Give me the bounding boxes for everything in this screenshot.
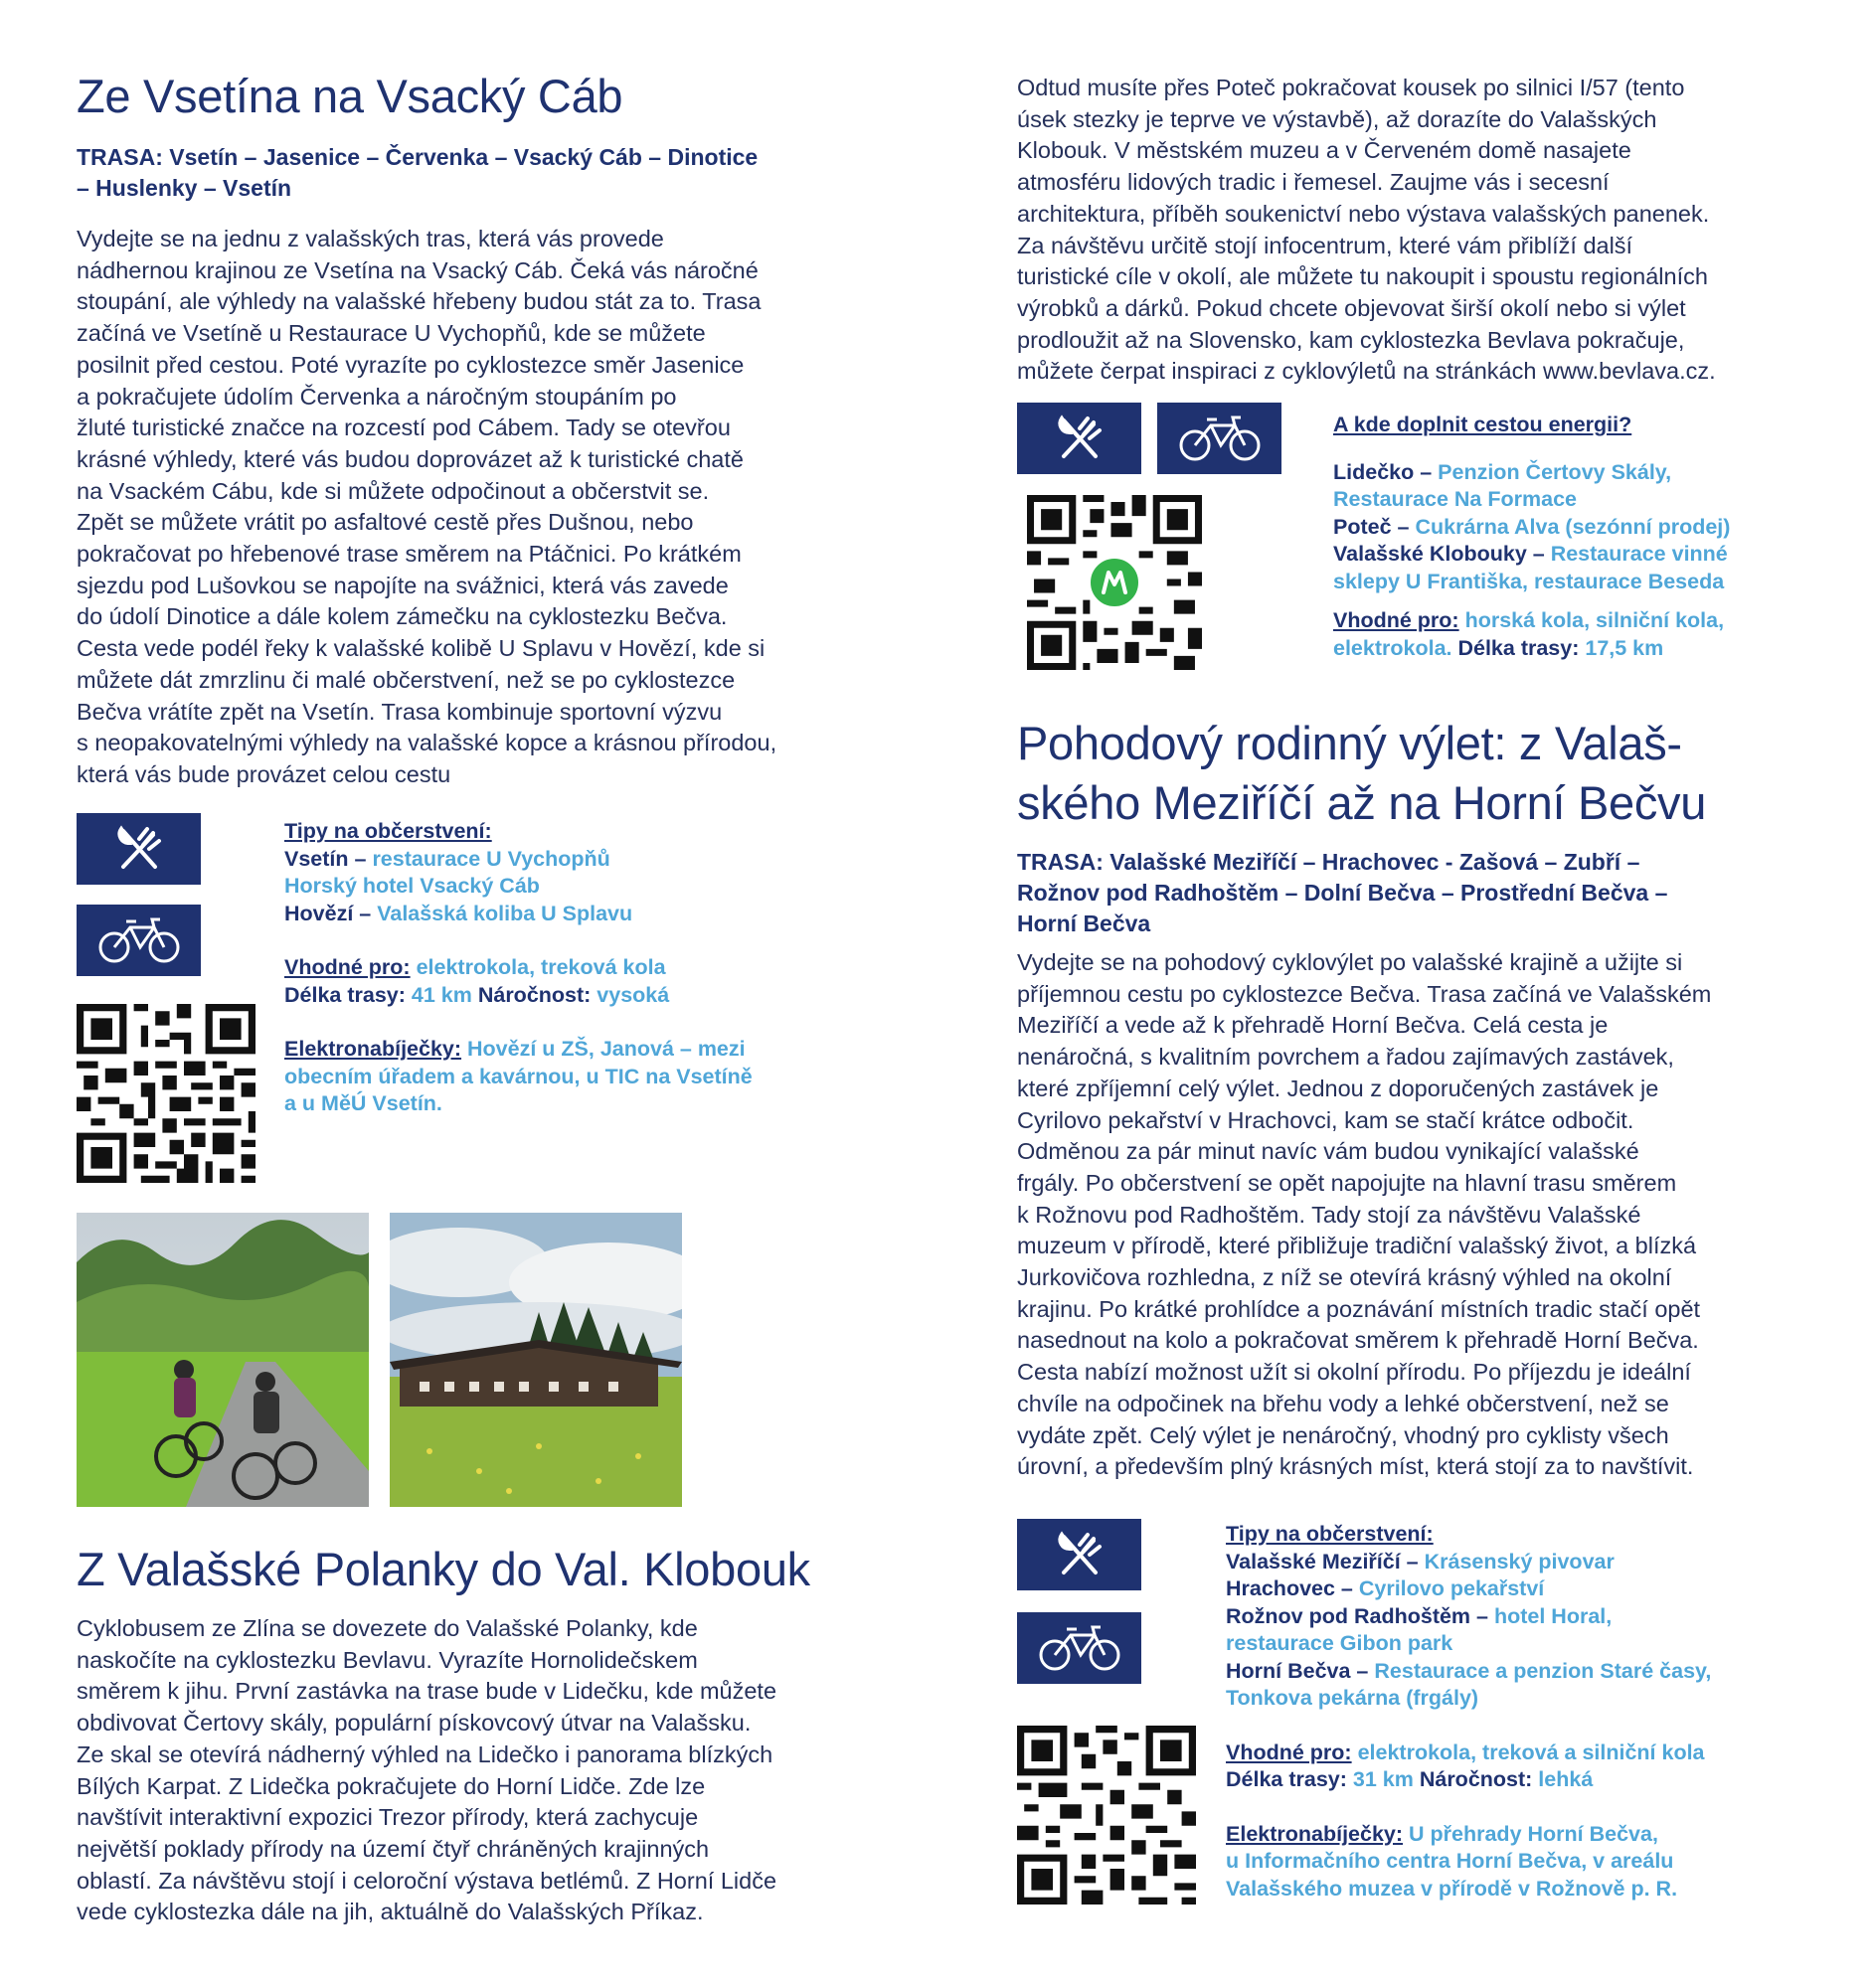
text-line: a pokračujete údolím Červenka a náročným stoupáním po [77, 383, 677, 410]
text-line: na Vsackém Cábu, kde si můžete odpočinout a občerstvit se. [77, 477, 710, 504]
text-line: prodloužit až na Slovensko, kam cyklostezka Bevlava pokračuje, [1017, 326, 1685, 353]
text-line: žluté turistické značce na rozcestí pod Cábem. Tady se otevřou [77, 414, 731, 441]
text-line: Cyrilovo pekařství v Hrachovci, kam se stačí krátce odbočit. [1017, 1106, 1634, 1133]
link-restaurace-vinne[interactable]: Restaurace vinné [1550, 542, 1728, 566]
text-line: k Rožnovu pod Radhoštěm. Tady stojí za návštěvu Valašské [1017, 1201, 1641, 1228]
link-krasensky-pivovar[interactable]: Krásenský pivovar [1424, 1549, 1615, 1574]
link-hotel-horal[interactable]: hotel Horal, [1493, 1603, 1613, 1628]
text-line: úrovní, a především plný krásných míst, která stojí za to navštívit. [1017, 1453, 1694, 1480]
text-line: Zpět se můžete vrátit po asfaltové cestě přes Dušnou, nebo [77, 509, 694, 536]
info-block-vsetin: Tipy na občerstvení: Vsetín – restaurace U Vychopňů Horský hotel Vsacký Cáb Hovězí – Valašská koliba U Splavu Vhodné pro: elektrokola, treková kola Délka trasy: 41 km Náročnost: vysoká Elektronabíječky: Hovězí u ZŠ, Janová – mezi obecním úřadem a kavárnou, u TIC na Vsetíně a u MěÚ Vsetín. [284, 819, 753, 1115]
text-line: Klobouk. V městském muzeu a v Červeném domě nasajete [1017, 137, 1631, 164]
bicycle-icon [1177, 414, 1263, 463]
text-line: Za návštěvu určitě stojí infocentrum, které vám přiblíží další [1017, 232, 1633, 258]
qr-code[interactable] [1017, 1726, 1196, 1905]
text-line: můžete čerpat inspiraci z cyklovýletů na stránkách www.bevlava.cz. [1017, 358, 1716, 385]
text-line: výrobků a dárků. Pokud chcete objevovat širší okolí nebo si výlet [1017, 294, 1686, 321]
food-tile [77, 813, 201, 885]
text-line: naskočíte na cyklostezku Bevlavu. Vyrazíte Hornolidečskem [77, 1646, 698, 1673]
fork-knife-icon [1052, 1527, 1107, 1582]
text-line: Cyklobusem ze Zlína se dovezete do Valašské Polanky, kde [77, 1615, 698, 1641]
link-restaurace-u-vychopnu[interactable]: restaurace U Vychopňů [372, 846, 610, 871]
text-line: Meziříčí a vede až k přehradě Horní Bečva. Celá cesta je [1017, 1012, 1609, 1039]
fork-knife-icon [111, 821, 167, 877]
qr-code[interactable] [77, 1004, 256, 1183]
info-block-mezirici: Tipy na občerstvení: Valašské Meziříčí – Krásenský pivovar Hrachovec – Cyrilovo pekařství Rožnov pod Radhoštěm – hotel Horal, restaurace Gibon park Horní Bečva – Restaurace a penzion Staré časy, Tonkova pekárna (frgály) Vhodné pro: elektrokola, treková a silniční kola Délka trasy: 31 km Náročnost: lehká Elektronabíječky: U přehrady Horní Bečva, u Informačního centra Horní Bečva, v areálu Valašského muzea v přírodě v Rožnově p. R. [1226, 1521, 1842, 1903]
bicycle-icon [96, 915, 182, 965]
text-line: vede cyklostezka dále na jih, aktuálně do Valašských Příkaz. [77, 1899, 704, 1925]
fork-knife-icon [1052, 411, 1107, 466]
text-line: můžete dát zmrzlinu či malé občerstvení, než se po cyklostezce [77, 666, 736, 693]
text-line: začíná ve Vsetíně u Restaurace U Vychopňů, kde se můžete [77, 320, 706, 347]
route-vsetin: TRASA: Vsetín – Jasenice – Červenka – Vsacký Cáb – Dinotice – Huslenky – Vsetín [77, 144, 759, 201]
text-line: která vás bude provázet celou cestu [77, 760, 451, 787]
food-tile [1017, 1519, 1141, 1590]
link-tonkova-pekarna[interactable]: Tonkova pekárna (frgály) [1226, 1686, 1479, 1710]
text-line: Odtud musíte přes Poteč pokračovat kousek po silnici I/57 (tento [1017, 75, 1685, 100]
link-gibon-park[interactable]: restaurace Gibon park [1226, 1631, 1453, 1655]
link-stare-casy[interactable]: Restaurace a penzion Staré časy, [1374, 1658, 1712, 1683]
bike-tile [77, 905, 201, 976]
text-line: architektura, příběh soukenictví nebo výstava valašských panenek. [1017, 200, 1710, 227]
text-line: oblastí. Za návštěvu stojí i celoroční výstava betlémů. Z Horní Lidče [77, 1867, 777, 1894]
photo-mountain-hotel [390, 1213, 682, 1507]
body-text-vsetin [77, 224, 892, 791]
link-horsky-hotel[interactable]: Horský hotel Vsacký Cáb [284, 874, 540, 898]
link-sklepy-u-frantiska[interactable]: sklepy U Františka, restaurace Beseda [1333, 569, 1725, 593]
text-line: s neopakovatelnými výhledy na valašské kopce a krásnou přírodou, [77, 730, 777, 756]
link-cyrilovo-pekarstvi[interactable]: Cyrilovo pekařství [1358, 1576, 1545, 1600]
text-line: obdivovat Čertovy skály, populární pískovcový útvar na Valašsku. [77, 1710, 752, 1737]
text-line: krásné výhledy, které vás budou doprovázet až k turistické chatě [77, 445, 744, 472]
text-line: nenáročná, s kvalitním povrchem a řadou zajímavých zastávek, [1017, 1044, 1674, 1071]
qr-code-mapy[interactable] [1027, 495, 1202, 670]
text-line: sjezdu pod Lušovkou se napojíte na svážnici, která vás zavede [77, 572, 729, 598]
body-text-polanka [77, 1613, 892, 1928]
text-line: navštívit interaktivní expozici Trezor přírody, která zachycuje [77, 1804, 699, 1831]
link-penzion-certovy-skaly[interactable]: Penzion Čertovy Skály, [1438, 459, 1672, 484]
photo-cyclists [77, 1213, 369, 1507]
section-title-mezirici: Pohodový rodinný výlet: z Valaš- ského Meziříčí až na Horní Bečvu [1017, 717, 1707, 829]
text-line: vydáte zpět. Celý výlet je nenáročný, vhodný pro cyklisty všech [1017, 1421, 1669, 1448]
text-line: turistické cíle v okolí, ale můžete tu nakoupit i spoustu regionálních [1017, 263, 1708, 290]
text-line: nádhernou krajinou ze Vsetína na Vsacký Cáb. Čeká vás náročné [77, 256, 759, 283]
text-line: úsek stezky je teprve ve výstavbě), až dorazíte do Valašských [1017, 105, 1657, 132]
text-line: krajinu. Po krátké prohlídce a poznávání místních tradic stačí opět [1017, 1295, 1701, 1322]
body-text-polanka-continued [1017, 73, 1832, 388]
text-line: muzeum v přírodě, které přibližuje tradiční valašský život, a blízká [1017, 1233, 1697, 1259]
text-line: Bílých Karpat. Z Lidečka pokračujete do Horní Lidče. Zde lze [77, 1772, 706, 1799]
text-line: stoupání, ale výhledy na valašské hřebeny budou stát za to. Trasa [77, 288, 762, 315]
text-line: do údolí Dinotice a dále kolem zámečku na cyklostezku Bečva. [77, 603, 728, 630]
text-line: Cesta vede podél řeky k valašské kolibě U Splavu v Hovězí, kde si [77, 635, 766, 662]
section-title-polanka: Z Valašské Polanky do Val. Klobouk [77, 1543, 810, 1595]
text-line: Ze skal se otevírá nádherný výhled na Lidečko i panorama blízkých [77, 1740, 773, 1767]
body-text-mezirici [1017, 947, 1832, 1483]
bike-tile [1017, 1612, 1141, 1684]
text-line: Jurkovičova rozhledna, z níž se otevírá krásný výhled na okolní [1017, 1264, 1672, 1291]
mapy-logo-icon [1087, 555, 1142, 610]
text-line: Vydejte se na pohodový cyklovýlet po valašské krajině a užijte si [1017, 949, 1683, 975]
text-line: Cesta nabízí možnost užít si okolní přírodu. Po příjezdu je ideální [1017, 1359, 1691, 1386]
text-line: které zpříjemní celý výlet. Jednou z doporučených zastávek je [1017, 1075, 1659, 1101]
link-restaurace-na-formace[interactable]: Restaurace Na Formace [1333, 487, 1577, 511]
text-line: Odměnou za pár minut navíc vám budou vynikající valašské [1017, 1138, 1639, 1165]
text-line: pokračovat po hřebenové trase směrem na Ptáčnici. Po krátkém [77, 541, 742, 568]
route-mezirici: TRASA: Valašské Meziříčí – Hrachovec - Zašová – Zubří – Rožnov pod Radhoštěm – Dolní Bečva – Prostřední Bečva – Horní Bečva [1017, 849, 1668, 936]
text-line: nasednout na kolo a pokračovat směrem k přehradě Horní Bečva. [1017, 1327, 1699, 1354]
food-tile [1017, 403, 1141, 474]
link-koliba-u-splavu[interactable]: Valašská koliba U Splavu [377, 901, 633, 925]
text-line: frgály. Po občerstvení se opět napojujte na hlavní trasu směrem [1017, 1169, 1677, 1196]
section-title-vsetin: Ze Vsetína na Vsacký Cáb [77, 70, 623, 122]
bicycle-icon [1037, 1623, 1122, 1673]
text-line: posilnit před cestou. Poté vyrazíte po cyklostezce směr Jasenice [77, 351, 745, 378]
link-cukrarna-alva[interactable]: Cukrárna Alva (sezónní prodej) [1415, 514, 1731, 539]
text-line: atmosféru lidových tradic i řemesel. Zaujme vás i secesní [1017, 169, 1610, 196]
info-block-polanka: A kde doplnit cestou energii? Lidečko – Penzion Čertovy Skály, Restaurace Na Formace Poteč – Cukrárna Alva (sezónní prodej) Valašské Klobouky – Restaurace vinné sklepy U Františka, restaurace Beseda Vhodné pro: horská kola, silniční kola, elektrokola. Délka trasy: 17,5 km [1333, 412, 1830, 662]
text-line: Bečva vrátíte zpět na Vsetín. Trasa kombinuje sportovní výzvu [77, 698, 723, 725]
bike-tile [1157, 403, 1281, 474]
text-line: největší poklady přírody na území čtyř chráněných krajinných [77, 1835, 710, 1862]
text-line: chvíle na odpočinek na břehu vody a lehké občerstvení, než se [1017, 1390, 1669, 1416]
text-line: příjemnou cestu po cyklostezce Bečva. Trasa začíná ve Valašském [1017, 980, 1712, 1007]
text-line: Vydejte se na jednu z valašských tras, která vás provede [77, 226, 664, 251]
text-line: směrem k jihu. První zastávka na trase bude v Lidečku, kde můžete [77, 1678, 777, 1705]
